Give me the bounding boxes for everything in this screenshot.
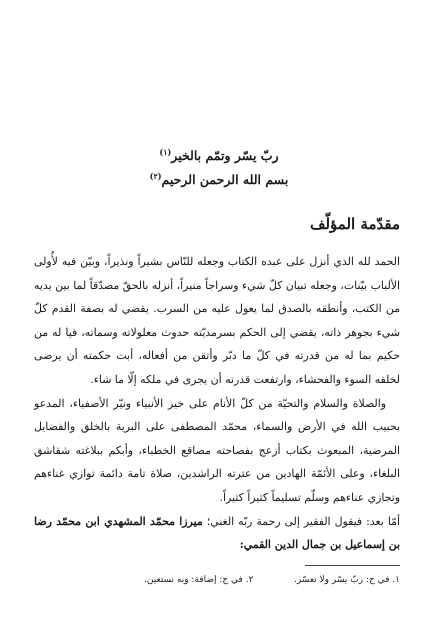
- invocation-text-2: بسم الله الرحمن الرحيم: [161, 172, 289, 187]
- body-text: [34, 250, 400, 557]
- footnote-divider: [305, 565, 400, 566]
- footnote-marker-1: (١): [159, 146, 172, 157]
- footnotes: [34, 575, 400, 585]
- section-heading: مقدّمة المؤلّف: [309, 215, 400, 233]
- paragraph-salutation: والصلاة والسلام والتحيّة من كلّ الأنام على خير الأنبياء ونيّر الأصفياء، المدعو بحبيب الله في الأرض والسماء، محمّد المصطفى على البرية بالخلق والفضايل المرضية، المبعوث بكتاب أزعج بفصاحته مصاقع الخطباء، وأبكم ببلاغته شقاشق البلغاء، وعلى الأئمّة الهادين من عترته الراشدين، صلاة تامة دائمة توازي غناءهم وتجازي عناءهم وسلّم تسليماً كثيراً كثيراً.: [34, 396, 400, 504]
- invocation-text-1: ربّ يسّر وتمّم بالخير: [171, 148, 279, 163]
- footnote-1: ١. في ج: ربّ يسّر ولا تعسّر.: [293, 575, 400, 585]
- footnote-2: ٢. في ج: إضافة: وبه نستعين.: [144, 575, 254, 585]
- closing-prefix: أمّا بعد: فيقول الفقير إلى رحمة ربّه الغني؛: [206, 514, 401, 528]
- paragraph-praise: الحمد لله الذي أنزل على عبده الكتاب وجعله للنّاس بشيراً ونذيراً، وبيّن فيه لأُولى الألباب بيّنات، وجعله تبيان كلّ شيء وسراجاً منيراً، أنزله بالحقّ مصدّقاً لما بين يديه من الكتب، وأنطقه بالصدق لما يعول عليه من السرب. يقضي له بصفة القدم كلّ شيء بجوهر ذاته، يقضي إلى الحكم بسرمديّته حدوث معلولاته وسماته، فيا له من حكيم بما له من قدرته في كلّ ما دبّر وأتقن من أفعاله، أبت حكمته أن يرضى لخلقه السوء والفحشاء، وارتفعت قدرته أن يجرى في ملكه إلّا ما شاء.: [34, 255, 400, 386]
- paragraph-closing: [34, 510, 400, 557]
- invocation-line-1: [40, 148, 398, 163]
- footnote-marker-2: (٢): [149, 170, 162, 181]
- author-name: ميرزا محمّد المشهدي ابن محمّد رضا بن إسماعيل بن جمال الدين القمي:: [34, 514, 400, 552]
- invocation-line-2: [40, 172, 398, 187]
